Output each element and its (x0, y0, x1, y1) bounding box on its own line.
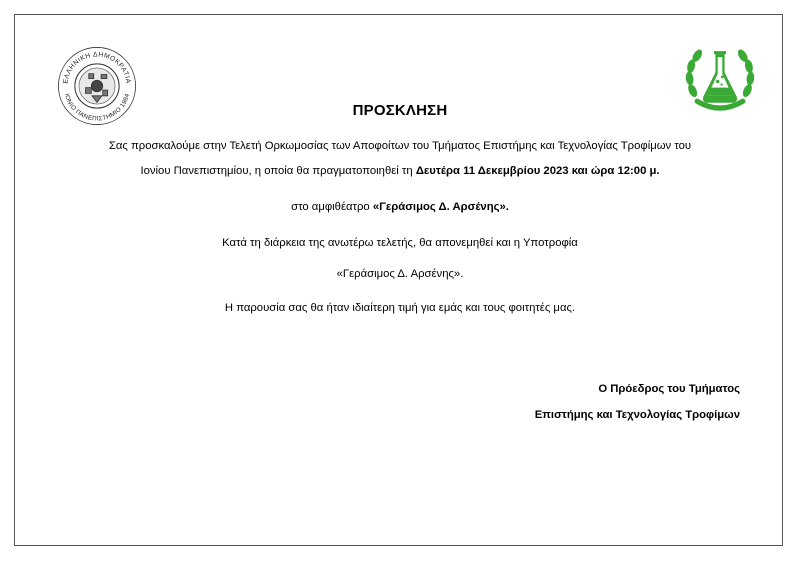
venue-name: «Γεράσιμος Δ. Αρσένης». (372, 201, 509, 213)
signature-line-1: Ο Πρόεδρος του Τμήματος (598, 383, 740, 395)
invitation-line-4: Κατά τη διάρκεια της ανωτέρω τελετής, θα απονεμηθεί και η Υποτροφία (222, 237, 578, 249)
signature-line-2: Επιστήμης και Τεχνολογίας Τροφίμων (534, 409, 740, 421)
invitation-line-1: Σας προσκαλούμε στην Τελετή Ορκωμοσίας των Αποφοίτων του Τμήματος Επιστήμης και Τεχνολογίας Τροφίμων του (108, 140, 692, 152)
page-title: ΠΡΟΣΚΛΗΣΗ (352, 102, 448, 119)
seal-text-bottom: ΙΟΝΙΟ ΠΑΝΕΠΙΣΤΗΜΙΟ 1984 (62, 92, 132, 123)
invitation-line-6: Η παρουσία σας θα ήταν ιδιαίτερη τιμή για εμάς και τους φοιτητές μας. (224, 302, 576, 314)
event-date-time: Δευτέρα 11 Δεκεμβρίου 2023 και ώρα 12:00 μ. (415, 165, 660, 177)
scholarship-name: «Γεράσιμος Δ. Αρσένης». (336, 268, 464, 280)
invitation-line-2 (0, 165, 800, 177)
invitation-line-2-text: Ιονίου Πανεπιστημίου, η οποία θα πραγματοποιηθεί τη (140, 165, 416, 177)
seal-text-top: ΕΛΛΗΝΙΚΗ ΔΗΜΟΚΡΑΤΙΑ (62, 51, 132, 85)
invitation-line-3 (0, 201, 800, 213)
venue-label: στο αμφιθέατρο (291, 201, 373, 213)
